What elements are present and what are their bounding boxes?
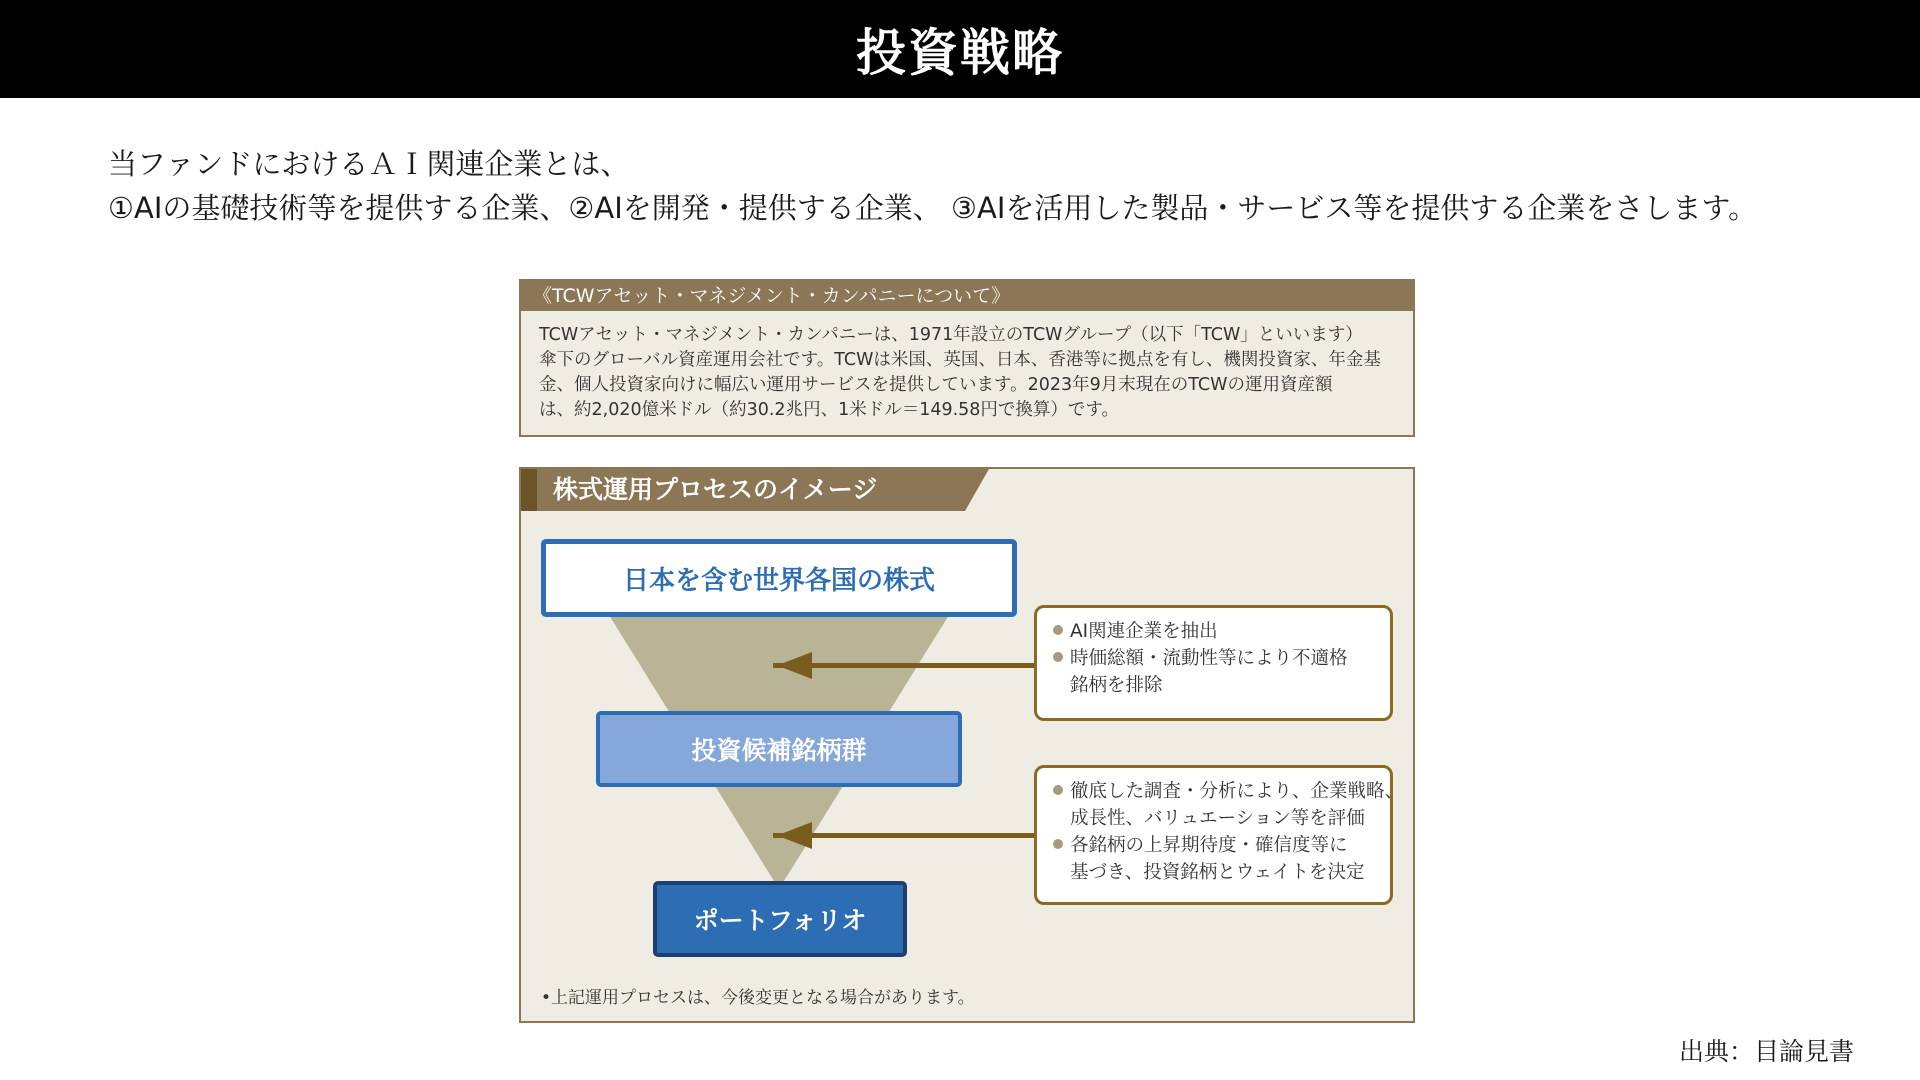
bullet-icon: [1053, 839, 1063, 849]
process-footnote: •上記運用プロセスは、今後変更となる場合があります。: [541, 988, 975, 1008]
note2-item-2: 各銘柄の上昇期待度・確信度等に: [1053, 832, 1374, 859]
bullet-icon: [1053, 652, 1063, 662]
about-line-4: は、約2,020億米ドル（約30.2兆円、1米ドル＝149.58円で換算）です。: [539, 400, 1120, 420]
process-diagram: [519, 467, 1415, 1023]
about-line-1: TCWアセット・マネジメント・カンパニーは、1971年設立のTCWグループ（以下「TCW」といいます）: [539, 325, 1363, 345]
bullet-icon: [1053, 625, 1063, 635]
process-title: 株式運用プロセスのイメージ: [553, 475, 878, 504]
intro-line-2: ①AIの基礎技術等を提供する企業、②AIを開発・提供する企業、 ③AIを活用した製品・サービス等を提供する企業をさします。: [108, 191, 1758, 225]
about-tcw-body: [521, 311, 1413, 423]
note2-item-1-cont: 成長性、バリュエーション等を評価: [1070, 808, 1365, 829]
stage-global-equities: 日本を含む世界各国の株式: [541, 539, 1017, 617]
screening-note: [1034, 605, 1393, 721]
stage-portfolio: ポートフォリオ: [653, 881, 907, 957]
note1-item-2-cont: 銘柄を排除: [1070, 675, 1163, 696]
bullet-icon: [1053, 785, 1063, 795]
intro-text: [108, 142, 1868, 230]
page-title: 投資戦略: [856, 24, 1064, 82]
about-line-3: 金、個人投資家向けに幅広い運用サービスを提供しています。2023年9月末現在のTCWの運用資産額: [539, 375, 1333, 395]
stage-candidate-stocks: 投資候補銘柄群: [596, 711, 962, 787]
note1-item-1: AI関連企業を抽出: [1053, 618, 1374, 645]
about-tcw-box: [519, 279, 1415, 437]
intro-line-1: 当ファンドにおけるＡＩ関連企業とは、: [108, 147, 630, 181]
about-line-2: 傘下のグローバル資産運用会社です。TCWは米国、英国、日本、香港等に拠点を有し、機関投資家、年金基: [539, 350, 1381, 370]
note2-item-1: 徹底した調査・分析により、企業戦略、: [1053, 778, 1374, 805]
about-tcw-title: 《TCWアセット・マネジメント・カンパニーについて》: [521, 281, 1413, 311]
source-citation: 出典：目論見書: [1678, 1037, 1854, 1066]
page-header: [0, 0, 1920, 98]
selection-note: [1034, 765, 1404, 905]
note2-item-2-cont: 基づき、投資銘柄とウェイトを決定: [1070, 862, 1365, 883]
note1-item-2: 時価総額・流動性等により不適格: [1053, 645, 1374, 672]
